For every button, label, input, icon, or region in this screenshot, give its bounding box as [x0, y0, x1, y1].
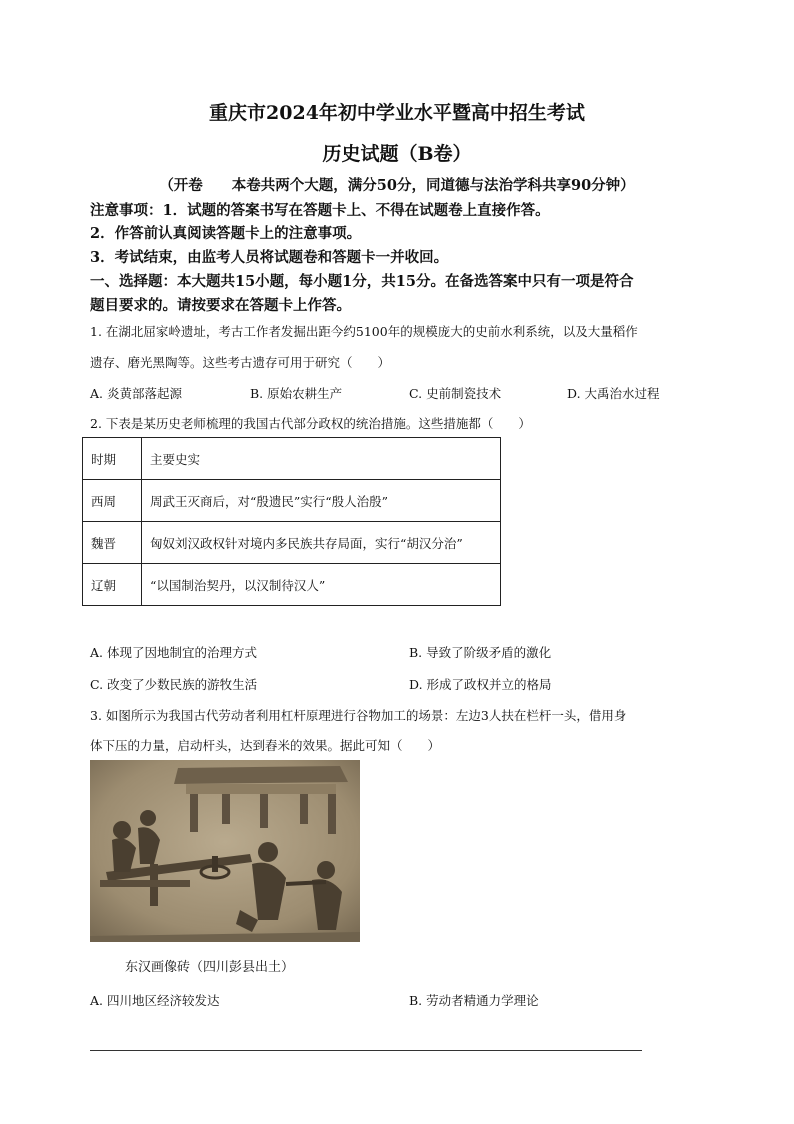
table-header-row — [83, 438, 501, 480]
q1-option-d[interactable]: D. 大禹治水过程 — [567, 386, 660, 401]
q2-stem: 2. 下表是某历史老师梳理的我国古代部分政权的统治措施。这些措施都（ ） — [90, 416, 531, 431]
q3-stem-line-1: 3. 如图所示为我国古代劳动者利用杠杆原理进行谷物加工的场景：左边3人扶在栏杆一头，借用身 — [90, 708, 627, 723]
note-line-2: 2．作答前认真阅读答题卡上的注意事项。 — [90, 225, 362, 242]
han-brick-relief-image — [90, 760, 360, 942]
section-heading-line-2: 题目要求的。请按要求在答题卡上作答。 — [90, 297, 351, 314]
table-header-facts: 主要史实 — [142, 438, 501, 480]
q1-option-c[interactable]: C. 史前制瓷技术 — [409, 386, 502, 401]
q1-option-b[interactable]: B. 原始农耕生产 — [250, 386, 343, 401]
table-cell-fact: 匈奴刘汉政权针对境内多民族共存局面，实行“胡汉分治” — [142, 522, 501, 564]
footer-rule — [90, 1050, 642, 1051]
section-heading-line-1: 一、选择题：本大题共15小题，每小题1分，共15分。在备选答案中只有一项是符合 — [90, 273, 634, 290]
q2-option-c[interactable]: C. 改变了少数民族的游牧生活 — [90, 677, 258, 692]
q2-option-b[interactable]: B. 导致了阶级矛盾的激化 — [409, 645, 552, 660]
table-cell-period: 魏晋 — [83, 522, 142, 564]
q3-stem-line-2: 体下压的力量，启动杆头，达到舂米的效果。据此可知（ ） — [90, 738, 441, 753]
q1-stem-line-1: 1. 在湖北屈家岭遗址，考古工作者发掘出距今约5100年的规模庞大的史前水利系统，以及大量稻作 — [90, 324, 638, 339]
exam-subtitle-paper: 历史试题（B卷） — [322, 143, 472, 165]
history-table — [82, 437, 501, 606]
q3-option-b[interactable]: B. 劳动者精通力学理论 — [409, 993, 539, 1008]
note-line-3: 3．考试结束，由监考人员将试题卷和答题卡一并收回。 — [90, 249, 449, 266]
exam-title: 重庆市2024年初中学业水平暨高中招生考试 — [209, 102, 585, 124]
q3-option-a[interactable]: A. 四川地区经济较发达 — [90, 993, 220, 1008]
table-row — [83, 480, 501, 522]
table-cell-period: 西周 — [83, 480, 142, 522]
table-cell-fact: “以国制治契丹，以汉制待汉人” — [142, 564, 501, 606]
table-cell-period: 辽朝 — [83, 564, 142, 606]
q1-option-a[interactable]: A. 炎黄部落起源 — [90, 386, 182, 401]
exam-info: （开卷 本卷共两个大题，满分50分，同道德与法治学科共享90分钟） — [159, 177, 635, 194]
q2-option-a[interactable]: A. 体现了因地制宜的治理方式 — [90, 645, 257, 660]
q1-stem-line-2: 遗存、磨光黑陶等。这些考古遗存可用于研究（ ） — [90, 355, 391, 370]
note-line-1: 注意事项：1．试题的答案书写在答题卡上、不得在试题卷上直接作答。 — [90, 202, 550, 219]
table-row — [83, 522, 501, 564]
image-caption: 东汉画像砖（四川彭县出土） — [125, 960, 295, 975]
table-cell-fact: 周武王灭商后，对“殷遗民”实行“殷人治殷” — [142, 480, 501, 522]
q2-option-d[interactable]: D. 形成了政权并立的格局 — [409, 677, 552, 692]
table-header-period: 时期 — [83, 438, 142, 480]
table-row — [83, 564, 501, 606]
